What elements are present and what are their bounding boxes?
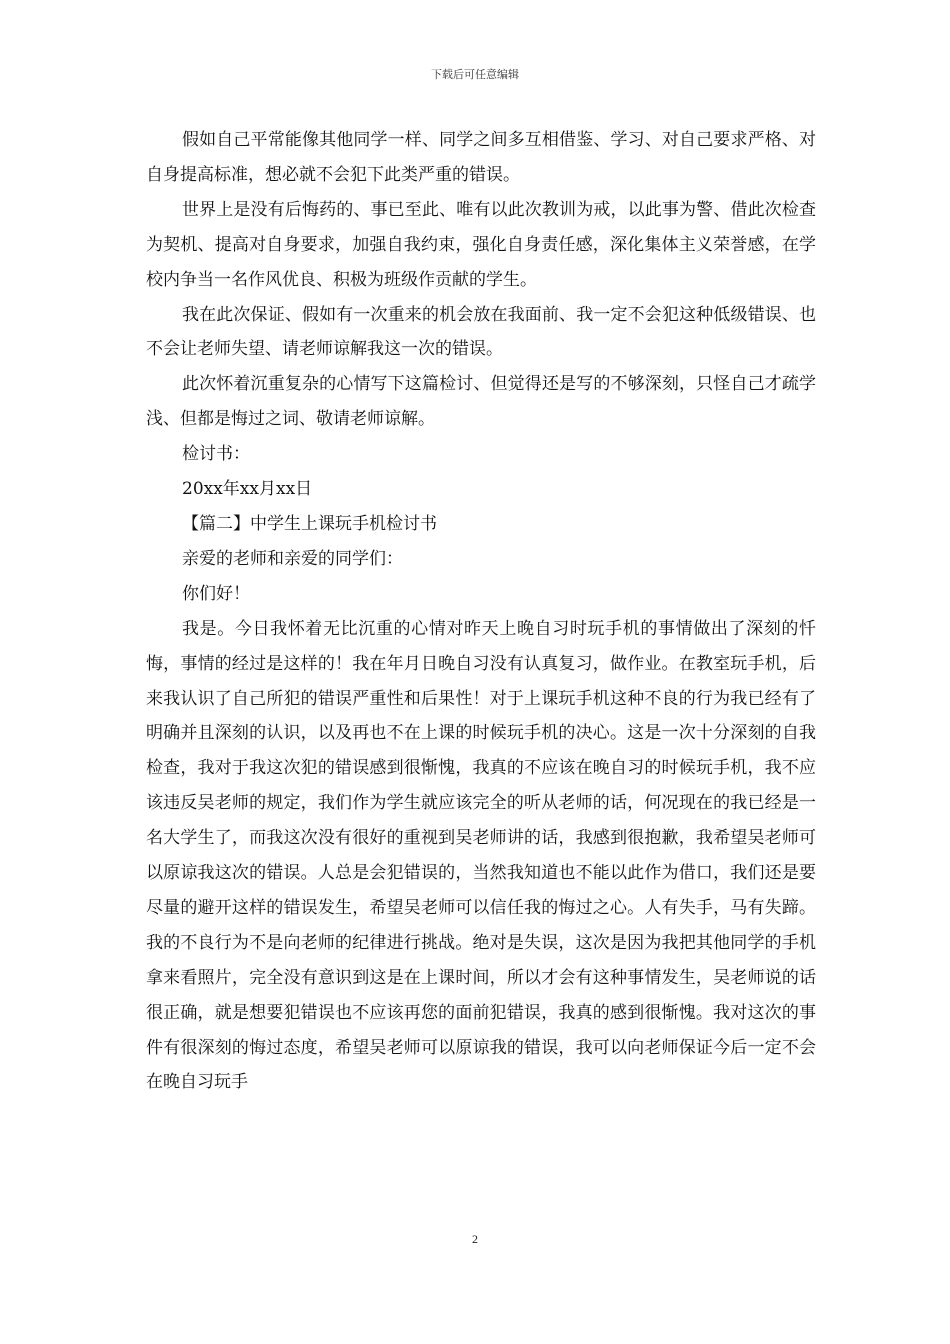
- greeting: 你们好！: [182, 583, 250, 604]
- paragraph: 此次怀着沉重复杂的心情写下这篇检讨、但觉得还是写的不够深刻，只怪自己才疏学浅、但都是悔过之词、敬请老师谅解。: [146, 374, 816, 430]
- document-body: [146, 123, 816, 1100]
- page-number: 2: [472, 1232, 478, 1246]
- paragraph: 我是。今日我怀着无比沉重的心情对昨天上晚自习时玩手机的事情做出了深刻的忏悔，事情的经过是这样的！我在年月日晚自习没有认真复习，做作业。在教室玩手机，后来我认识了自己所犯的错误严重性和后果性！对于上课玩手机这种不良的行为我已经有了明确并且深刻的认识，以及再也不在上课的时候玩手机的决心。这是一次十分深刻的自我检查，我对于我这次犯的错误感到很惭愧，我真的不应该在晚自习的时候玩手机，我不应该违反吴老师的规定，我们作为学生就应该完全的听从老师的话，何况现在的我已经是一名大学生了，而我这次没有很好的重视到吴老师讲的话，我感到很抱歉，我希望吴老师可以原谅我这次的错误。人总是会犯错误的，当然我知道也不能以此作为借口，我们还是要尽量的避开这样的错误发生，希望吴老师可以信任我的悔过之心。人有失手，马有失蹄。我的不良行为不是向老师的纪律进行挑战。绝对是失误，这次是因为我把其他同学的手机拿来看照片，完全没有意识到这是在上课时间，所以才会有这种事情发生，吴老师说的话很正确，就是想要犯错误也不应该再您的面前犯错误，我真的感到很惭愧。我对这次的事件有很深刻的悔过态度，希望吴老师可以原谅我的错误，我可以向老师保证今后一定不会在晚自习玩手: [146, 618, 816, 1093]
- salutation: 亲爱的老师和亲爱的同学们：: [182, 548, 403, 569]
- paragraph: 我在此次保证、假如有一次重来的机会放在我面前、我一定不会犯这种低级错误、也不会让老师失望、请老师谅解我这一次的错误。: [146, 304, 816, 360]
- signature-label: 检讨书：: [182, 444, 250, 465]
- section-heading: 【篇二】中学生上课玩手机检讨书: [182, 513, 437, 534]
- date-line: 20xx年xx月xx日: [182, 479, 313, 500]
- paragraph: 假如自己平常能像其他同学一样、同学之间多互相借鉴、学习、对自己要求严格、对自身提高标准，想必就不会犯下此类严重的错误。: [146, 130, 816, 185]
- page-header: 下载后可任意编辑: [431, 68, 519, 81]
- paragraph: 世界上是没有后悔药的、事已至此、唯有以此次教训为戒，以此事为警、借此次检查为契机、提高对自身要求，加强自我约束，强化自身责任感，深化集体主义荣誉感，在学校内争当一名作风优良、积极为班级作贡献的学生。: [146, 199, 816, 290]
